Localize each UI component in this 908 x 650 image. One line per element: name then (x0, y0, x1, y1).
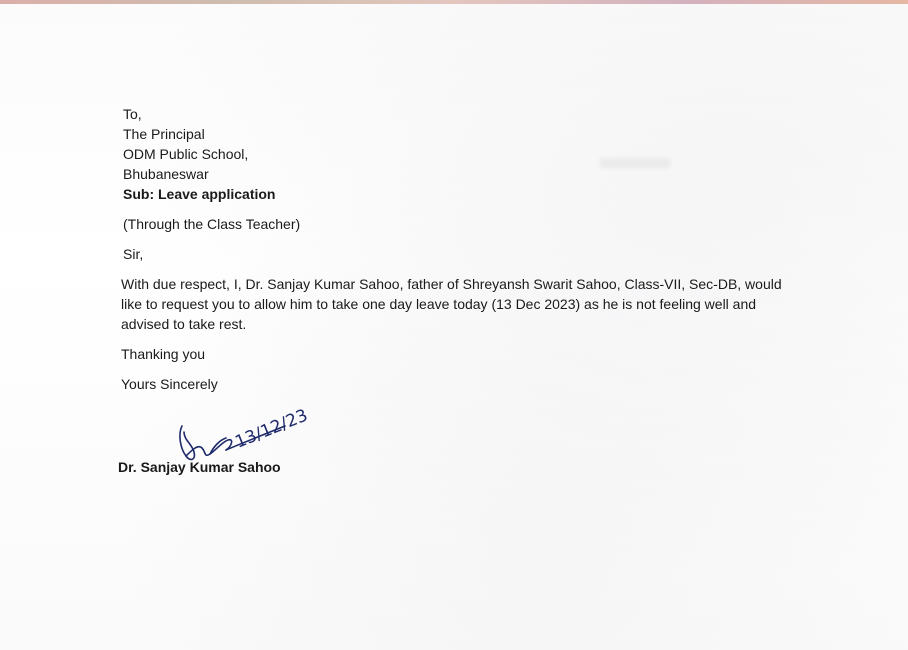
city: Bhubaneswar (123, 166, 209, 182)
salutation-to: To, (123, 106, 142, 122)
school-name: ODM Public School, (123, 146, 249, 162)
closing-line: Yours Sincerely (121, 376, 218, 392)
signatory-name: Dr. Sanjay Kumar Sahoo (118, 459, 281, 475)
top-edge-strip (0, 0, 908, 4)
signature-date: 13/12/23 (232, 405, 311, 453)
body-paragraph: With due respect, I, Dr. Sanjay Kumar Sahoo, father of Shreyansh Swarit Sahoo, Class-VII, Sec-DB, would like to request you to allow him to take one day leave today (13 Dec 2023) as he is not feeling well and advised to take rest. (121, 276, 782, 332)
letter-body (123, 104, 803, 394)
greeting: Sir, (123, 246, 144, 262)
subject-line: Sub: Leave application (123, 186, 276, 202)
thanks-line: Thanking you (121, 346, 206, 362)
recipient-title: The Principal (123, 126, 205, 142)
through-line: (Through the Class Teacher) (123, 216, 301, 232)
